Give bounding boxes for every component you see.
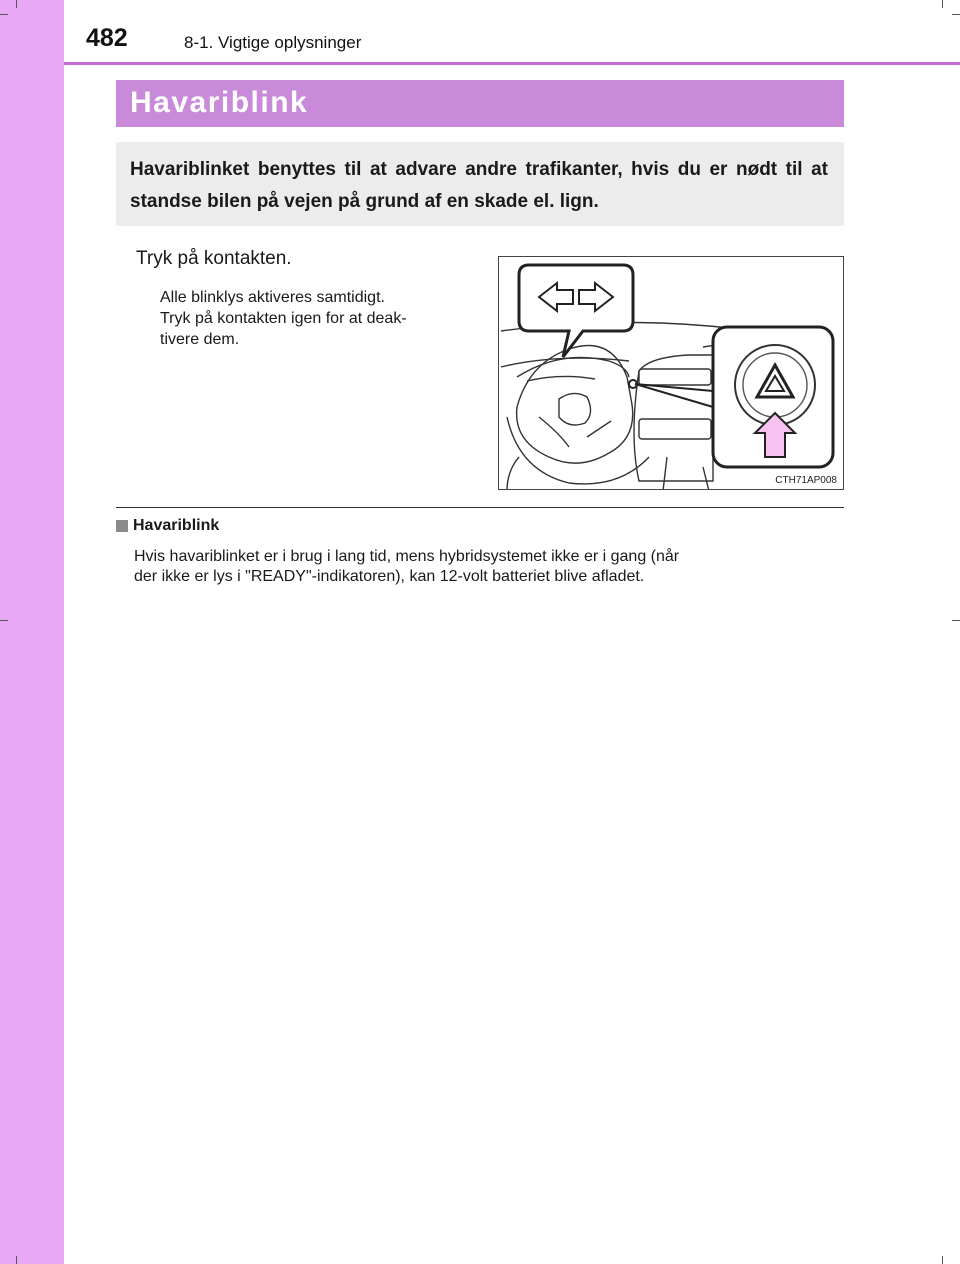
crop-mark	[952, 620, 960, 621]
section-reference: 8-1. Vigtige oplysninger	[184, 33, 362, 52]
side-color-strip	[0, 0, 64, 1264]
dashboard-drawing	[499, 257, 844, 490]
section-divider	[116, 507, 844, 508]
note-line: Hvis havariblinket er i brug i lang tid, mens hybridsystemet ikke er i gang (når	[134, 548, 680, 565]
title-bar	[116, 80, 844, 127]
hazard-switch-illustration	[498, 256, 844, 490]
page-title: Havariblink	[130, 86, 309, 119]
header-rule	[64, 62, 960, 65]
step-title: Tryk på kontakten.	[136, 248, 292, 269]
crop-mark	[16, 1256, 17, 1264]
crop-mark	[942, 1256, 943, 1264]
step-detail-line: Alle blinklys aktiveres samtidigt.	[160, 289, 385, 306]
note-heading-text: Havariblink	[133, 517, 220, 534]
crop-mark	[952, 14, 960, 15]
hazard-switch-callout	[713, 327, 833, 467]
page-number: 482	[86, 24, 128, 52]
crop-mark	[0, 620, 8, 621]
step-detail	[160, 287, 480, 350]
note-body	[134, 547, 846, 587]
figure-code: CTH71AP008	[775, 475, 837, 486]
turn-signal-arrows-icon	[519, 265, 633, 357]
note-line: der ikke er lys i "READY"-indikatoren), kan 12-volt batteriet blive afladet.	[134, 568, 645, 585]
intro-text: Havariblinket benyttes til at advare andre trafikanter, hvis du er nødt til at standse bilen på vejen på grund af en skade el. lign.	[130, 159, 828, 212]
step-detail-line: tivere dem.	[160, 331, 240, 348]
square-bullet-icon	[116, 520, 128, 532]
crop-mark	[942, 0, 943, 8]
note-heading	[116, 517, 219, 535]
intro-box	[116, 142, 844, 226]
step-detail-line: Tryk på kontakten igen for at deak-	[160, 310, 407, 327]
callout-leader	[635, 384, 713, 407]
crop-mark	[0, 14, 8, 15]
crop-mark	[16, 0, 17, 8]
